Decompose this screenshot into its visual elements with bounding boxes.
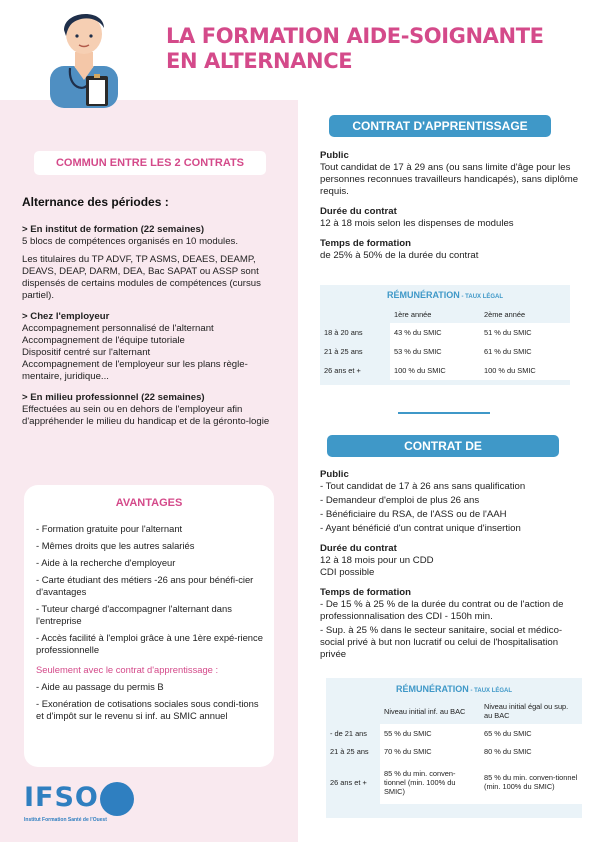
list-item: - Mêmes droits que les autres salariés (36, 540, 195, 551)
table-row: 26 ans et + 85 % du min. conven-tionnel (min. 100% du SMIC) 85 % du min. conven-tionnel (min. 100% du SMIC) (326, 760, 582, 804)
public-heading: Public (320, 469, 349, 480)
list-item: - Sup. à 25 % dans le secteur sanitaire, social et médico-social privé à but non lucratif ou celui de l'hospitalisation privée (320, 625, 563, 660)
table-row: 26 ans et + 100 % du SMIC 100 % du SMIC (320, 361, 570, 380)
logo-circle-icon (100, 782, 134, 816)
employeur-line: Accompagnement de l'équipe tutoriale (22, 335, 185, 346)
avantages-card (24, 485, 274, 767)
section-divider (398, 412, 490, 414)
milieu-text: Effectuées au sein ou en dehors de l'employeur afin d'appréhender le milieu du handicap et de la géronto-logie (22, 404, 270, 427)
temps-heading: Temps de formation (320, 587, 411, 598)
alternance-heading: Alternance des périodes : (22, 195, 169, 209)
title-line-1: LA FORMATION AIDE-SOIGNANTE (166, 24, 544, 48)
professionnalisation-section (320, 469, 582, 663)
duree-text: CDI possible (320, 567, 375, 578)
list-item: - Carte étudiant des métiers -26 ans pour bénéfi-cier d'avantages (36, 574, 254, 597)
professionnalisation-remuneration-table (326, 678, 582, 818)
list-item: - De 15 % à 25 % de la durée du contrat ou de l'action de professionnalisation des CDI - 150h min. (320, 599, 564, 622)
apprentissage-section (320, 150, 582, 262)
duree-heading: Durée du contrat (320, 543, 397, 554)
nurse-illustration-icon (44, 4, 124, 108)
list-item: - Exonération de cotisations sociales sous condi-tions et d'impôt sur le revenu si inf. au SMIC annuel (36, 698, 259, 721)
common-section (22, 224, 278, 428)
logo-text: IFSO (24, 782, 99, 813)
list-item: - Ayant bénéficié d'un contrat unique d'insertion (320, 523, 521, 534)
table-row: 18 à 20 ans 43 % du SMIC 51 % du SMIC (320, 323, 570, 342)
public-text: Tout candidat de 17 à 29 ans (ou sans limite d'âge pour les personnes reconnues travailleurs handicapés), sans diplôme requis. (320, 162, 579, 197)
avantages-list (36, 523, 268, 727)
apprentissage-label: CONTRAT D'APPRENTISSAGE (329, 115, 551, 137)
list-item: - Tout candidat de 17 à 26 ans sans qualification (320, 481, 526, 492)
employeur-line: Dispositif centré sur l'alternant (22, 347, 151, 358)
list-item: - Formation gratuite pour l'alternant (36, 523, 183, 534)
table-row: - de 21 ans 55 % du SMIC 65 % du SMIC (326, 724, 582, 742)
list-item: - Demandeur d'emploi de plus 26 ans (320, 495, 480, 506)
table-row: 21 à 25 ans 53 % du SMIC 61 % du SMIC (320, 342, 570, 361)
duree-heading: Durée du contrat (320, 206, 397, 217)
employeur-line: Accompagnement personnalisé de l'alternant (22, 323, 214, 334)
ifso-logo (24, 782, 164, 832)
page-title (166, 24, 586, 74)
duree-text: 12 à 18 mois pour un CDD (320, 555, 434, 566)
apprentissage-only-label: Seulement avec le contrat d'apprentissage : (36, 664, 219, 675)
remuneration-title: RÉMUNÉRATION - TAUX LÉGAL (395, 684, 513, 694)
milieu-heading: > En milieu professionnel (22 semaines) (22, 392, 205, 403)
institut-line-2: Les titulaires du TP ADVF, TP ASMS, DEAES, DEAMP, DEAVS, DEAP, DARM, DEA, Bac SAPAT ou ASSP sont dispensés de certains modules de compétences (cursus partiel). (22, 254, 261, 301)
avantages-title: AVANTAGES (115, 497, 183, 509)
list-item: - Tuteur chargé d'accompagner l'alternant dans l'entreprise (36, 603, 232, 626)
temps-heading: Temps de formation (320, 238, 411, 249)
employeur-heading: > Chez l'employeur (22, 311, 110, 322)
duree-text: 12 à 18 mois selon les dispenses de modules (320, 218, 514, 229)
column-header: Niveau initial inf. au BAC (384, 706, 466, 716)
table-row: 21 à 25 ans 70 % du SMIC 80 % du SMIC (326, 742, 582, 760)
list-item: - Bénéficiaire du RSA, de l'ASS ou de l'AAH (320, 509, 507, 520)
title-line-2: EN ALTERNANCE (166, 49, 353, 73)
remuneration-title: RÉMUNÉRATION - TAUX LÉGAL (386, 290, 504, 300)
column-header: 2ème année (484, 309, 526, 319)
column-header: Niveau initial égal ou sup. au BAC (484, 702, 569, 720)
professionnalisation-label: CONTRAT DE PROFESSIONNALISATION (327, 435, 559, 457)
column-header: 1ère année (394, 309, 432, 319)
list-item: - Accès facilité à l'emploi grâce à une 1ère expé-rience professionnelle (36, 632, 263, 655)
institut-line-1: 5 blocs de compétences organisés en 10 modules. (22, 236, 238, 247)
institut-heading: > En institut de formation (22 semaines) (22, 224, 205, 235)
logo-subtitle: Institut Formation Santé de l'Ouest (24, 817, 107, 823)
list-item: - Aide au passage du permis B (36, 681, 164, 692)
employeur-line: Accompagnement de l'employeur sur les plans règle-mentaire, juridique... (22, 359, 248, 382)
temps-text: de 25% à 50% de la durée du contrat (320, 250, 479, 261)
list-item: - Aide à la recherche d'employeur (36, 557, 176, 568)
apprentissage-remuneration-table (320, 285, 570, 385)
public-heading: Public (320, 150, 349, 161)
common-label: COMMUN ENTRE LES 2 CONTRATS (34, 151, 266, 175)
